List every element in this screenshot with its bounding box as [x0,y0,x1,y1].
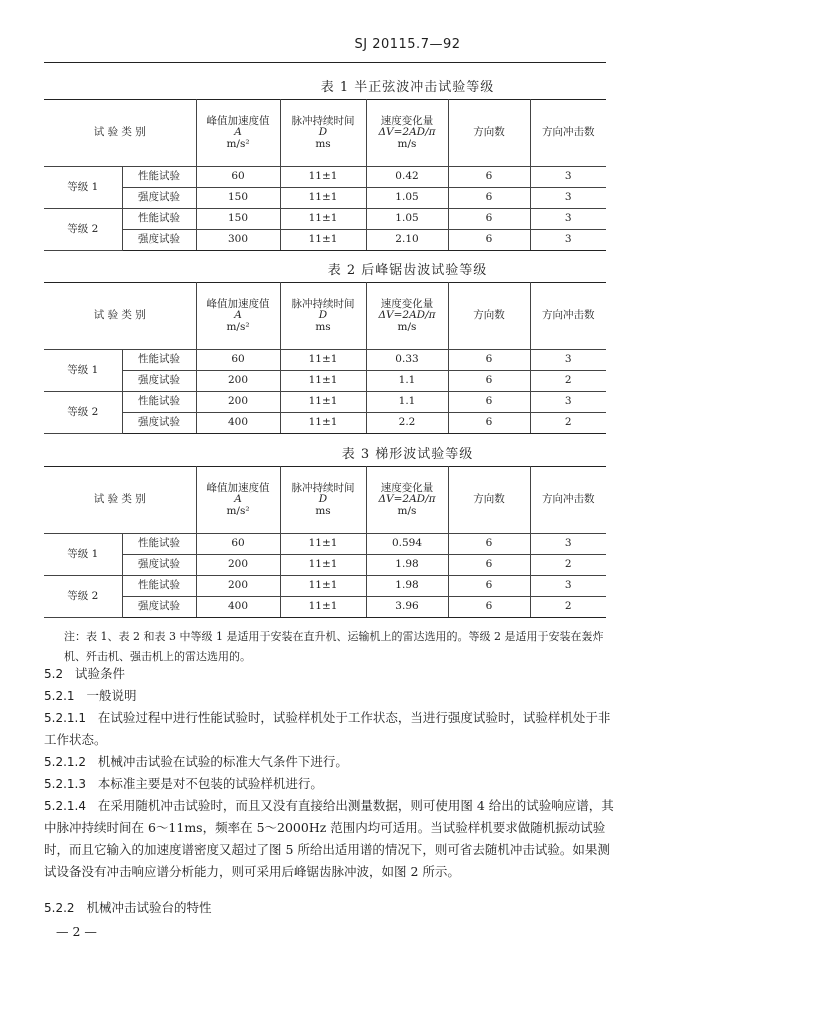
section-text: 本标准主要是对不包装的试验样机进行。 [97,776,323,791]
pulse-duration: 11±1 [280,167,366,188]
test-type: 强度试验 [122,188,196,209]
table-note: 注：表 1、表 2 和表 3 中等级 1 是适用于安装在直升机、运输机上的雷达选用的。等级 2 是适用于安装在轰炸机、歼击机、强击机上的雷达选用的。 [64,630,604,663]
test-type: 强度试验 [122,230,196,251]
test-type: 性能试验 [122,350,196,371]
peak-acceleration: 300 [196,230,280,251]
section-text: 机械冲击试验台的特性 [86,900,212,915]
table-row [44,209,606,230]
directions: 6 [448,188,530,209]
velocity-change: 1.05 [366,209,448,230]
section-5-2-1-4 [44,795,614,883]
pulse-duration: 11±1 [280,534,366,555]
directions: 6 [448,350,530,371]
header-peak-acceleration: 峰值加速度值 A m/s² [196,283,280,350]
table-row [44,534,606,555]
section-5-2-1 [44,685,614,707]
header-velocity-change: 速度变化量 ΔV=2AD/π m/s [366,100,448,167]
pulse-duration: 11±1 [280,188,366,209]
test-type: 强度试验 [122,413,196,434]
velocity-change: 1.1 [366,371,448,392]
velocity-change: 1.98 [366,555,448,576]
section-5-2-1-1 [44,707,614,751]
grade-label: 等级 1 [44,167,122,209]
pulse-duration: 11±1 [280,230,366,251]
test-type: 性能试验 [122,534,196,555]
header-rule [44,62,606,63]
header-test-category: 试 验 类 别 [44,283,196,350]
header-pulse-duration: 脉冲持续时间 D ms [280,467,366,534]
section-5-2-1-3 [44,773,614,795]
grade-label: 等级 2 [44,209,122,251]
grade-label: 等级 2 [44,392,122,434]
pulse-duration: 11±1 [280,555,366,576]
directions: 6 [448,392,530,413]
grade-label: 等级 1 [44,350,122,392]
velocity-change: 1.98 [366,576,448,597]
test-type: 性能试验 [122,167,196,188]
peak-acceleration: 200 [196,371,280,392]
section-text: 在试验过程中进行性能试验时，试验样机处于工作状态，当进行强度试验时，试验样机处于非工作状态。 [44,710,611,747]
section-text: 一般说明 [86,688,137,703]
section-number: 5.2.1.1 [44,711,86,725]
header-peak-acceleration: 峰值加速度值 A m/s² [196,467,280,534]
test-type: 强度试验 [122,597,196,618]
section-5-2 [44,663,614,685]
pulse-duration: 11±1 [280,392,366,413]
table-row [44,371,606,392]
pulse-duration: 11±1 [280,597,366,618]
section-number: 5.2 [44,667,64,681]
table-row [44,413,606,434]
directions: 6 [448,230,530,251]
shocks-per-direction: 2 [530,555,606,576]
header-velocity-change: 速度变化量 ΔV=2AD/π m/s [366,283,448,350]
velocity-change: 1.1 [366,392,448,413]
section-number: 5.2.1.4 [44,799,86,813]
pulse-duration: 11±1 [280,371,366,392]
peak-acceleration: 200 [196,576,280,597]
test-type: 性能试验 [122,576,196,597]
table-row [44,230,606,251]
table-1-title: 表 1 半正弦波冲击试验等级 [320,80,495,95]
test-type: 强度试验 [122,555,196,576]
directions: 6 [448,371,530,392]
grade-label: 等级 2 [44,576,122,618]
peak-acceleration: 400 [196,597,280,618]
pulse-duration: 11±1 [280,576,366,597]
table-2-title: 表 2 后峰锯齿波试验等级 [327,263,488,278]
document-code: SJ 20115.7—92 [354,37,461,52]
directions: 6 [448,576,530,597]
shocks-per-direction: 3 [530,350,606,371]
directions: 6 [448,534,530,555]
velocity-change: 2.10 [366,230,448,251]
shocks-per-direction: 3 [530,188,606,209]
test-type: 性能试验 [122,392,196,413]
section-number: 5.2.1.2 [44,755,86,769]
table-2 [44,282,606,434]
header-pulse-duration: 脉冲持续时间 D ms [280,100,366,167]
directions: 6 [448,555,530,576]
velocity-change: 2.2 [366,413,448,434]
shocks-per-direction: 3 [530,209,606,230]
header-directions: 方向数 [448,100,530,167]
velocity-change: 0.33 [366,350,448,371]
shocks-per-direction: 2 [530,371,606,392]
table-header-row [44,283,606,350]
header-shocks-per-direction: 方向冲击数 [530,100,606,167]
shocks-per-direction: 2 [530,413,606,434]
section-text: 机械冲击试验在试验的标准大气条件下进行。 [97,754,348,769]
section-number: 5.2.1 [44,689,75,703]
shocks-per-direction: 3 [530,230,606,251]
velocity-change: 3.96 [366,597,448,618]
shocks-per-direction: 3 [530,576,606,597]
section-number: 5.2.2 [44,901,75,915]
shocks-per-direction: 3 [530,392,606,413]
peak-acceleration: 150 [196,209,280,230]
peak-acceleration: 60 [196,534,280,555]
header-test-category: 试 验 类 别 [44,467,196,534]
velocity-change: 1.05 [366,188,448,209]
header-directions: 方向数 [448,283,530,350]
pulse-duration: 11±1 [280,350,366,371]
peak-acceleration: 200 [196,555,280,576]
header-pulse-duration: 脉冲持续时间 D ms [280,283,366,350]
section-5-2-2 [44,897,614,919]
directions: 6 [448,597,530,618]
header-peak-acceleration: 峰值加速度值 A m/s² [196,100,280,167]
shocks-per-direction: 2 [530,597,606,618]
directions: 6 [448,413,530,434]
header-test-category: 试 验 类 别 [44,100,196,167]
header-shocks-per-direction: 方向冲击数 [530,467,606,534]
header-shocks-per-direction: 方向冲击数 [530,283,606,350]
directions: 6 [448,167,530,188]
peak-acceleration: 200 [196,392,280,413]
header-directions: 方向数 [448,467,530,534]
velocity-change: 0.594 [366,534,448,555]
table-row [44,555,606,576]
shocks-per-direction: 3 [530,534,606,555]
peak-acceleration: 400 [196,413,280,434]
test-type: 强度试验 [122,371,196,392]
table-header-row [44,100,606,167]
shocks-per-direction: 3 [530,167,606,188]
table-row [44,597,606,618]
table-1 [44,99,606,251]
test-type: 性能试验 [122,209,196,230]
velocity-change: 0.42 [366,167,448,188]
page-number: — 2 — [56,924,97,939]
table-row [44,188,606,209]
section-number: 5.2.1.3 [44,777,86,791]
peak-acceleration: 60 [196,350,280,371]
table-3-title: 表 3 梯形波试验等级 [341,447,474,462]
pulse-duration: 11±1 [280,209,366,230]
header-velocity-change: 速度变化量 ΔV=2AD/π m/s [366,467,448,534]
peak-acceleration: 60 [196,167,280,188]
table-header-row [44,467,606,534]
section-5-2-1-2 [44,751,614,773]
table-row [44,167,606,188]
table-row [44,350,606,371]
section-text: 试验条件 [75,666,126,681]
table-row [44,576,606,597]
section-text: 在采用随机冲击试验时，而且又没有直接给出测量数据，则可使用图 4 给出的试验响应谱，其中脉冲持续时间在 6～11ms，频率在 5～2000Hz 范围内均可适用。当试验样机要求做随机振动试验时，而且它输入的加速度谱密度又超过了图 5 所给出适用谱的情况下，则可省去随机冲击试验。如果测试设备没有冲击响应谱分析能力，则可采用后峰锯齿脉冲波，如图 2 所示。 [44,798,614,879]
peak-acceleration: 150 [196,188,280,209]
directions: 6 [448,209,530,230]
table-3 [44,466,606,618]
table-row [44,392,606,413]
pulse-duration: 11±1 [280,413,366,434]
grade-label: 等级 1 [44,534,122,576]
